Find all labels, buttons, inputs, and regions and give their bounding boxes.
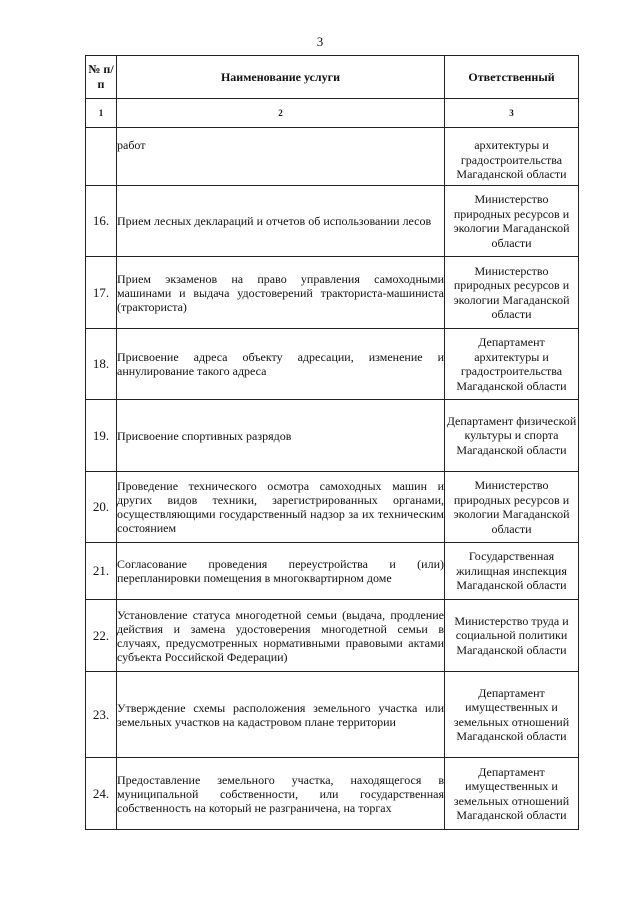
service-name: Предоставление земельного участка, находящегося в муниципальной собственности, или государственная собственность на который не разграничена, на торгах	[117, 758, 445, 830]
row-number: 16.	[86, 186, 117, 257]
service-name: Утверждение схемы расположения земельного участка или земельных участков на кадастровом плане территории	[117, 672, 445, 758]
header-num: № п/п	[86, 56, 117, 99]
service-name: Прием лесных деклараций и отчетов об использовании лесов	[117, 186, 445, 257]
responsible-body: Министерство природных ресурсов и экологии Магаданской области	[445, 186, 579, 257]
table-row	[86, 329, 579, 400]
services-table	[85, 55, 579, 830]
table-row	[86, 758, 579, 830]
row-number: 20.	[86, 472, 117, 543]
service-name: Присвоение адреса объекту адресации, изменение и аннулирование такого адреса	[117, 329, 445, 400]
row-number: 24.	[86, 758, 117, 830]
responsible-body: архитектуры и градостроительства Магаданской области	[445, 128, 579, 186]
table-row	[86, 472, 579, 543]
responsible-body: Министерство природных ресурсов и экологии Магаданской области	[445, 257, 579, 329]
table-row	[86, 128, 579, 186]
service-name: Проведение технического осмотра самоходных машин и других видов техники, зарегистрированных органами, осуществляющими государственный надзор за их техническим состоянием	[117, 472, 445, 543]
table-row	[86, 600, 579, 672]
header-responsible: Ответственный	[445, 56, 579, 99]
table-row	[86, 672, 579, 758]
column-number: 3	[445, 99, 579, 128]
row-number: 21.	[86, 543, 117, 600]
row-number: 22.	[86, 600, 117, 672]
table-row	[86, 257, 579, 329]
service-name: работ	[117, 128, 445, 186]
responsible-body: Министерство природных ресурсов и экологии Магаданской области	[445, 472, 579, 543]
row-number: 23.	[86, 672, 117, 758]
row-number	[86, 128, 117, 186]
service-name: Присвоение спортивных разрядов	[117, 400, 445, 472]
row-number: 17.	[86, 257, 117, 329]
table-header-row	[86, 56, 579, 99]
service-name: Прием экзаменов на право управления самоходными машинами и выдача удостоверений тракториста-машиниста (тракториста)	[117, 257, 445, 329]
table-row	[86, 400, 579, 472]
responsible-body: Департамент архитектуры и градостроительства Магаданской области	[445, 329, 579, 400]
service-name: Установление статуса многодетной семьи (выдача, продление действия и замена удостоверения многодетной семьи в случаях, предусмотренных нормативными правовыми актами субъекта Российской Федерации)	[117, 600, 445, 672]
column-number: 1	[86, 99, 117, 128]
responsible-body: Министерство труда и социальной политики Магаданской области	[445, 600, 579, 672]
responsible-body: Государственная жилищная инспекция Магаданской области	[445, 543, 579, 600]
responsible-body: Департамент имущественных и земельных отношений Магаданской области	[445, 672, 579, 758]
table-row	[86, 543, 579, 600]
row-number: 19.	[86, 400, 117, 472]
responsible-body: Департамент физической культуры и спорта Магаданской области	[445, 400, 579, 472]
table-row	[86, 186, 579, 257]
header-name: Наименование услуги	[117, 56, 445, 99]
column-numbers-row	[86, 99, 579, 128]
column-number: 2	[117, 99, 445, 128]
responsible-body: Департамент имущественных и земельных отношений Магаданской области	[445, 758, 579, 830]
service-name: Согласование проведения переустройства и (или) перепланировки помещения в многоквартирном доме	[117, 543, 445, 600]
page-number: 3	[316, 34, 324, 49]
row-number: 18.	[86, 329, 117, 400]
